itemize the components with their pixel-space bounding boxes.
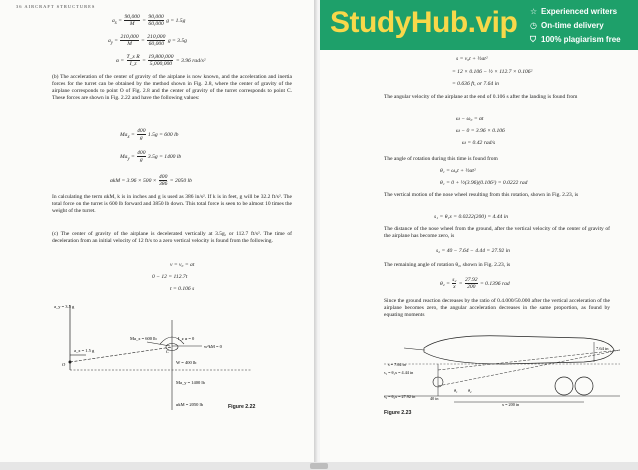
figure-label-s: s = 7.64 in — [388, 362, 406, 367]
scrollbar-thumb[interactable] — [310, 463, 328, 469]
right-page — [320, 0, 638, 470]
equation-may: $Ma_y$ = $\frac{400}{g}$ 3.5g = 1400 lb — [120, 150, 182, 163]
figure-label-ax: a_x = 1.5 g — [74, 348, 95, 353]
paragraph-nose-wheel: The distance of the nose wheel from the ground, after the vertical velocity of the center of gravity of the airplane has become zero, is — [384, 226, 610, 240]
equation-theta2: θ₂ = $\frac{\text{s₂}}{x}$ = $\frac{27.92}{200}$ = 0.1396 rad — [440, 277, 510, 290]
figure-label-theta1: θ₁ — [454, 388, 458, 393]
equation-omega: ω − ω₀ = αt — [456, 116, 484, 122]
studyhub-banner[interactable] — [320, 0, 638, 50]
shield-icon: ⛉ — [530, 35, 536, 44]
paragraph-b-continued: In calculating the term αkM, k is in inches and g is used as 386 in/s². If k is in feet, g will be 32.2 ft/s². The total force on the turret is 600 lb forward and 3850 lb down. This total force is seen to be almost 10 times the weight of the turret. — [52, 194, 292, 215]
equation-omega-result: ω = 0.42 rad/s — [462, 140, 496, 146]
feature-on-time-delivery: ◷ On-time delivery — [530, 21, 604, 30]
figure-label-s2: s₂ = θ₂x = 27.92 in — [384, 394, 416, 399]
figure-label-w2km: w²kM = 0 — [204, 344, 222, 349]
paragraph-ground-reaction: Since the ground reaction decreases by the ratio of 0.4.000/50.000 after the vertical acceleration of the airplane becomes zero, the angular acceleration decreases in the same proportion, as found by equating moments — [384, 298, 610, 319]
figure-label-c: C — [166, 349, 170, 354]
equation-velocity: v = v₀ = at — [170, 262, 195, 268]
figure-label-o: O — [62, 362, 66, 367]
figure-label-may: Ma_y = 1400 lb — [176, 380, 205, 385]
running-head: 36 AIRCRAFT STRUCTURES — [16, 4, 96, 9]
equation-ax: $a_x$ = $\frac{90,000}{M}$ = $\frac{90,000}{60,000}$ g = 1.5g — [112, 14, 186, 27]
equation-max: $Ma_x$ = $\frac{400}{g}$ 1.5g = 600 lb — [120, 128, 179, 141]
figure-label-akm: αkM = 2050 lb — [176, 402, 204, 407]
studyhub-logo[interactable]: StudyHub.vip — [330, 6, 518, 39]
paragraph-remaining-angle: The remaining angle of rotation θ₂, shown in Fig. 2.23, is — [384, 262, 511, 268]
feature-experienced-writers: ☆ Experienced writers — [530, 7, 618, 16]
figure-label-w: W = 400 lb — [176, 360, 197, 365]
equation-displacement-values: = 12 × 0.106 − ½ × 112.7 × 0.106² — [452, 69, 533, 75]
star-icon: ☆ — [530, 7, 538, 16]
figure-2-22-diagram — [52, 300, 252, 416]
equation-time: t = 0.106 s — [170, 286, 195, 292]
figure-label-764: 7.64 in — [596, 346, 609, 351]
figure-2-22-caption: Figure 2.22 — [228, 404, 256, 410]
paragraph-vertical-motion: The vertical motion of the nose wheel resulting from this rotation, shown in Fig. 2.23, is — [384, 192, 579, 198]
paragraph-b: (b) The acceleration of the center of gravity of the airplane is now known, and the acceleration and inertia forces for the turret can be obtained by the method shown in Fig. 2.8, where the center of gravity of the airplane corresponds to point O of Fig. 2.8 and the center of gravity of the turret corresponds to point C. These forces are shown in Fig. 2.22 and have the following values: — [52, 74, 292, 102]
equation-s2: s₂ = 40 − 7.64 − 4.44 = 27.92 in — [436, 248, 510, 254]
equation-alpha: α = $\frac{\text{T\_x R}}{I\_z}$ = $\frac{19,800,000}{5,000,000}$ = 3.96 rad/s² — [116, 54, 206, 67]
figure-2-23-diagram — [384, 326, 620, 418]
paragraph-angle-rotation: The angle of rotation during this time is found from — [384, 156, 498, 162]
equation-displacement-result: = 0.636 ft, or 7.64 in — [452, 81, 499, 87]
figure-label-x200: x = 200 in — [502, 402, 520, 407]
figure-label-iza: I_z α = 0 — [178, 336, 195, 341]
equation-displacement: s = v₀t + ½at² — [456, 56, 488, 62]
figure-label-40in: 40 in — [430, 396, 439, 401]
left-page — [0, 0, 318, 470]
equation-s1: s₁ = θ₁x = 0.0222(200) = 4.44 in — [434, 214, 509, 220]
figure-label-max: Ma_x = 600 lb — [130, 336, 157, 341]
equation-ay: $a_y$ = $\frac{210,000}{M}$ = $\frac{210,000}{60,000}$ g = 3.5g — [108, 34, 187, 47]
figure-label-theta2: θ₂ — [468, 388, 472, 393]
equation-akm: αkM = 3.96 × 500 × $\frac{400}{386}$ = 2050 lb — [110, 174, 192, 187]
figure-label-ay: a_y = 3.5 g — [54, 304, 75, 309]
figure-label-s1: s₁ = θ₁x = 4.44 in — [384, 370, 414, 375]
horizontal-scrollbar[interactable] — [0, 462, 638, 470]
equation-theta1: θ₁ = ω₀t + ½αt² — [440, 168, 476, 174]
equation-time-solve: 0 − 12 = 112.7t — [152, 274, 188, 280]
figure-2-23-caption: Figure 2.23 — [384, 410, 412, 416]
paragraph-angular-velocity: The angular velocity of the airplane at the end of 0.106 s after the landing is found from — [384, 94, 578, 100]
equation-theta1-values: θ₁ = 0 + ½(3.96)(0.106²) = 0.0222 rad — [440, 180, 528, 186]
clock-icon: ◷ — [530, 21, 537, 30]
feature-plagiarism-free: ⛉ 100% plagiarism free — [530, 35, 621, 44]
paragraph-c: (c) The center of gravity of the airplane is decelerated vertically at 3.5g, or 112.7 ft/s². The time of deceleration from an initial velocity of 12 ft/s to a zero vertical velocity is found from the following. — [52, 231, 292, 245]
equation-omega-values: ω − 0 = 3.96 × 0.106 — [456, 128, 505, 134]
